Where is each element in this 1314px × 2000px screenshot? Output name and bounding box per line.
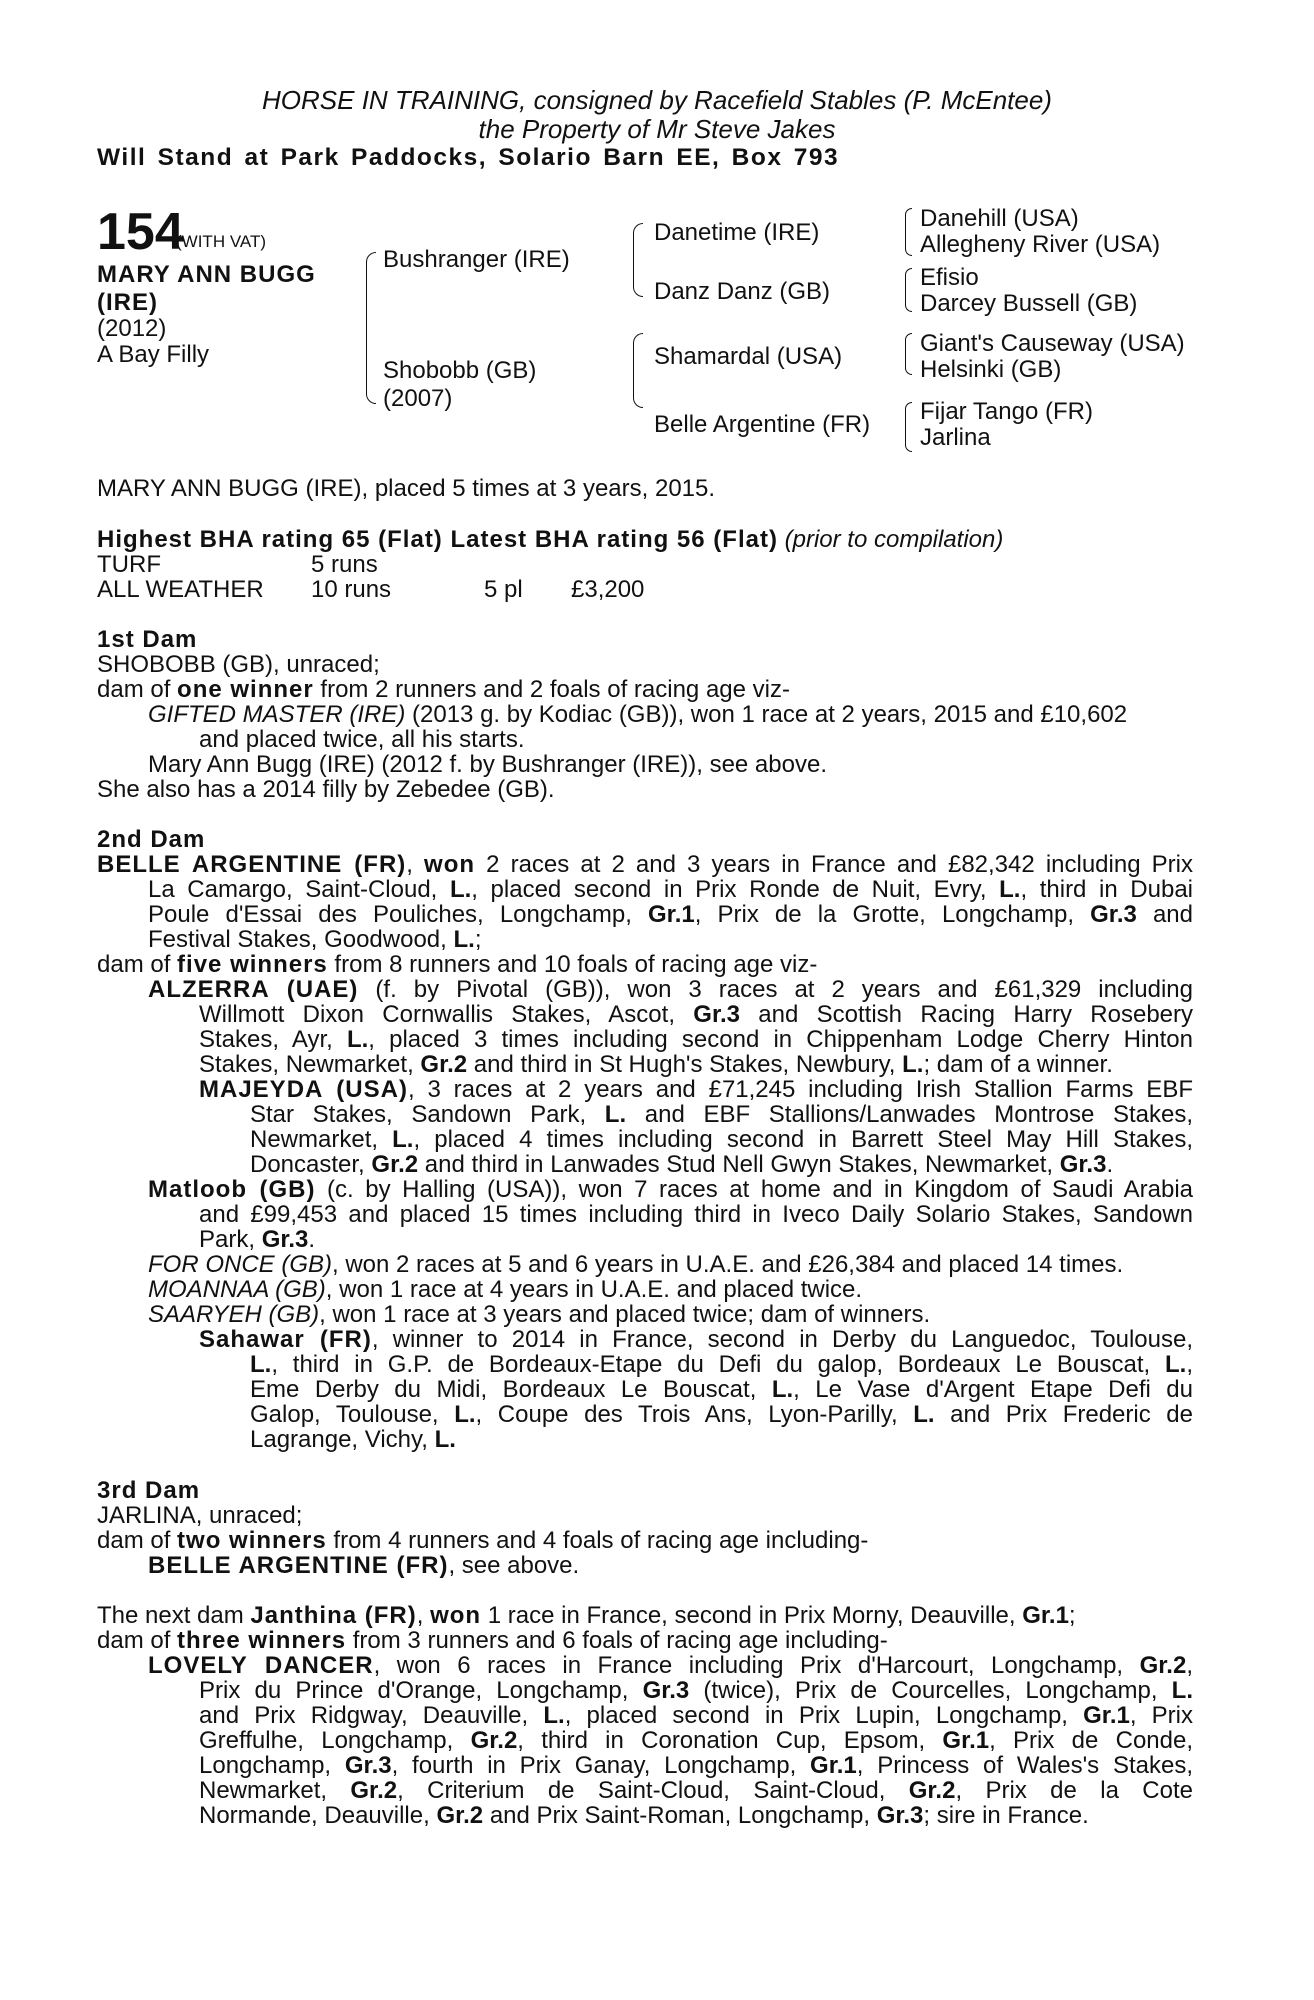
brace-gen3-3 <box>905 333 912 375</box>
majeyda-line-2: Star Stakes, Sandown Park, L. and EBF Stallions/Lanwades Montrose Stakes, <box>250 1101 1193 1128</box>
lovely-dancer-line-2: Prix du Prince d'Orange, Longchamp, Gr.3 (twice), Prix de Courcelles, Longchamp, L. <box>199 1677 1193 1704</box>
header-owner: the Property of Mr Steve Jakes <box>478 114 836 144</box>
first-dam-heading: 1st Dam <box>97 626 198 653</box>
sahawar-line-5: Lagrange, Vichy, L. <box>250 1426 456 1453</box>
header-consignor: HORSE IN TRAINING, consigned by Racefield Stables (P. McEntee) <box>262 85 1052 115</box>
matloob-line-2: and £99,453 and placed 15 times including third in Iveco Daily Solario Stakes, Sandown <box>199 1201 1193 1228</box>
sahawar-line-1: Sahawar (FR), winner to 2014 in France, second in Derby du Languedoc, Toulouse, <box>199 1326 1193 1353</box>
brace-gen3-4 <box>905 402 912 452</box>
header-location: Will Stand at Park Paddocks, Solario Barn EE, Box 793 <box>97 144 840 171</box>
third-dam-belle: BELLE ARGENTINE (FR), see above. <box>148 1552 580 1579</box>
turf-runs: 5 runs <box>311 551 378 578</box>
third-dam-produce: dam of two winners from 4 runners and 4 foals of racing age including- <box>97 1527 869 1554</box>
lovely-dancer-line-4: Greffulhe, Longchamp, Gr.2, third in Coronation Cup, Epsom, Gr.1, Prix de Conde, <box>199 1727 1193 1754</box>
gifted-master-cont: and placed twice, all his starts. <box>199 726 525 753</box>
ratings-note: (prior to compilation) <box>784 526 1004 553</box>
pedigree-ds-dam: Helsinki (GB) <box>920 356 1062 383</box>
race-summary: MARY ANN BUGG (IRE), placed 5 times at 3 years, 2015. <box>97 475 716 502</box>
belle-line-4: Festival Stakes, Goodwood, L.; <box>148 926 482 953</box>
majeyda-line-1: MAJEYDA (USA), 3 races at 2 years and £71,245 including Irish Stallion Farms EBF <box>199 1076 1193 1103</box>
ratings-line <box>97 527 1003 552</box>
saaryeh-line: SAARYEH (GB), won 1 race at 3 years and placed twice; dam of winners. <box>148 1301 931 1328</box>
gifted-master-line: GIFTED MASTER (IRE) (2013 g. by Kodiac (GB)), won 1 race at 2 years, 2015 and £10,602 <box>148 701 1128 728</box>
third-dam-heading: 3rd Dam <box>97 1477 201 1504</box>
first-dam-name: SHOBOBB (GB), unraced; <box>97 651 380 678</box>
pedigree-sd-sire: Efisio <box>920 264 979 291</box>
brace-gen3-1 <box>905 208 912 256</box>
pedigree-sd-dam: Darcey Bussell (GB) <box>920 290 1138 317</box>
moannaa-line: MOANNAA (GB), won 1 race at 4 years in U.A.E. and placed twice. <box>148 1276 863 1303</box>
pedigree-sire: Bushranger (IRE) <box>383 246 570 273</box>
ratings-heading: Highest BHA rating 65 (Flat) Latest BHA rating 56 (Flat) <box>97 526 778 553</box>
lovely-dancer-line-7: Normande, Deauville, Gr.2 and Prix Saint-Roman, Longchamp, Gr.3; sire in France. <box>199 1802 1089 1829</box>
majeyda-line-4: Doncaster, Gr.2 and third in Lanwades Stud Nell Gwyn Stakes, Newmarket, Gr.3. <box>250 1151 1114 1178</box>
turf-label: TURF <box>97 551 161 578</box>
pedigree-sire-sire: Danetime (IRE) <box>654 219 820 246</box>
sahawar-line-4: Galop, Toulouse, L., Coupe des Trois Ans, Lyon-Parilly, L. and Prix Frederic de <box>250 1401 1194 1428</box>
brace-gen2-dam <box>633 333 643 408</box>
third-dam-name: JARLINA, unraced; <box>97 1502 303 1529</box>
vat-label: (WITH VAT) <box>176 232 267 251</box>
next-dam-line-1: The next dam Janthina (FR), won 1 race in France, second in Prix Morny, Deauville, Gr.1; <box>97 1602 1076 1629</box>
pedigree-dd-dam: Jarlina <box>920 424 991 451</box>
horse-name: MARY ANN BUGG <box>97 261 316 288</box>
pedigree-sire-dam: Danz Danz (GB) <box>654 278 831 305</box>
second-dam-produce: dam of five winners from 8 runners and 10 foals of racing age viz- <box>97 951 818 978</box>
belle-line-3: Poule d'Essai des Pouliches, Longchamp, Gr.1, Prix de la Grotte, Longchamp, Gr.3 and <box>148 901 1193 928</box>
first-dam-produce: dam of one winner from 2 runners and 2 foals of racing age viz- <box>97 676 790 703</box>
brace-gen1 <box>366 252 376 404</box>
pedigree-dam-year: (2007) <box>383 385 453 412</box>
sahawar-line-2: L., third in G.P. de Bordeaux-Etape du Defi du galop, Bordeaux Le Bouscat, L., <box>250 1351 1193 1378</box>
brace-gen3-2 <box>905 268 912 312</box>
horse-description: A Bay Filly <box>97 341 210 368</box>
aw-label: ALL WEATHER <box>97 576 264 603</box>
horse-country: (IRE) <box>97 289 158 316</box>
matloob-line-1: Matloob (GB) (c. by Halling (USA)), won 7 races at home and in Kingdom of Saudi Arabia <box>148 1176 1193 1203</box>
pedigree-ss-dam: Allegheny River (USA) <box>920 231 1161 258</box>
alzerra-line-2: Willmott Dixon Cornwallis Stakes, Ascot, Gr.3 and Scottish Racing Harry Rosebery <box>199 1001 1194 1028</box>
alzerra-line-4: Stakes, Newmarket, Gr.2 and third in St Hugh's Stakes, Newbury, L.; dam of a winner. <box>199 1051 1113 1078</box>
belle-line-1: BELLE ARGENTINE (FR), won 2 races at 2 and 3 years in France and £82,342 including Prix <box>97 851 1193 878</box>
pedigree-dam-dam: Belle Argentine (FR) <box>654 411 871 438</box>
lovely-dancer-line-6: Newmarket, Gr.2, Criterium de Saint-Cloud, Saint-Cloud, Gr.2, Prix de la Cote <box>199 1777 1193 1804</box>
next-dam-produce: dam of three winners from 3 runners and 6 foals of racing age including- <box>97 1627 888 1654</box>
for-once-line: FOR ONCE (GB), won 2 races at 5 and 6 years in U.A.E. and £26,384 and placed 14 times. <box>148 1251 1124 1278</box>
lovely-dancer-line-5: Longchamp, Gr.3, fourth in Prix Ganay, Longchamp, Gr.1, Princess of Wales's Stakes, <box>199 1752 1194 1779</box>
first-dam-2014-filly: She also has a 2014 filly by Zebedee (GB). <box>97 776 555 803</box>
pedigree-dam-sire: Shamardal (USA) <box>654 343 843 370</box>
sahawar-line-3: Eme Derby du Midi, Bordeaux Le Bouscat, L., Le Vase d'Argent Etape Defi du <box>250 1376 1194 1403</box>
aw-runs: 10 runs <box>311 576 392 603</box>
belle-line-2: La Camargo, Saint-Cloud, L., placed second in Prix Ronde de Nuit, Evry, L., third in Dubai <box>148 876 1193 903</box>
lovely-dancer-line-1: LOVELY DANCER, won 6 races in France including Prix d'Harcourt, Longchamp, Gr.2, <box>148 1652 1193 1679</box>
brace-gen2-sire <box>633 223 643 297</box>
pedigree-dd-sire: Fijar Tango (FR) <box>920 398 1093 425</box>
pedigree-ss-sire: Danehill (USA) <box>920 205 1079 232</box>
matloob-line-3: Park, Gr.3. <box>199 1226 316 1253</box>
alzerra-line-1: ALZERRA (UAE) (f. by Pivotal (GB)), won 3 races at 2 years and £61,329 including <box>148 976 1194 1003</box>
lovely-dancer-line-3: and Prix Ridgway, Deauville, L., placed second in Prix Lupin, Longchamp, Gr.1, Prix <box>199 1702 1194 1729</box>
aw-placed: 5 pl <box>484 576 523 603</box>
majeyda-line-3: Newmarket, L., placed 4 times including second in Barrett Steel May Hill Stakes, <box>250 1126 1193 1153</box>
alzerra-line-3: Stakes, Ayr, L., placed 3 times including second in Chippenham Lodge Cherry Hinton <box>199 1026 1193 1053</box>
lot-number: 154 <box>97 203 184 261</box>
mary-ann-bugg-line: Mary Ann Bugg (IRE) (2012 f. by Bushranger (IRE)), see above. <box>148 751 827 778</box>
pedigree-ds-sire: Giant's Causeway (USA) <box>920 330 1185 357</box>
horse-year: (2012) <box>97 315 167 342</box>
second-dam-heading: 2nd Dam <box>97 826 206 853</box>
pedigree-dam: Shobobb (GB) <box>383 357 537 384</box>
aw-earnings: £3,200 <box>571 576 645 603</box>
